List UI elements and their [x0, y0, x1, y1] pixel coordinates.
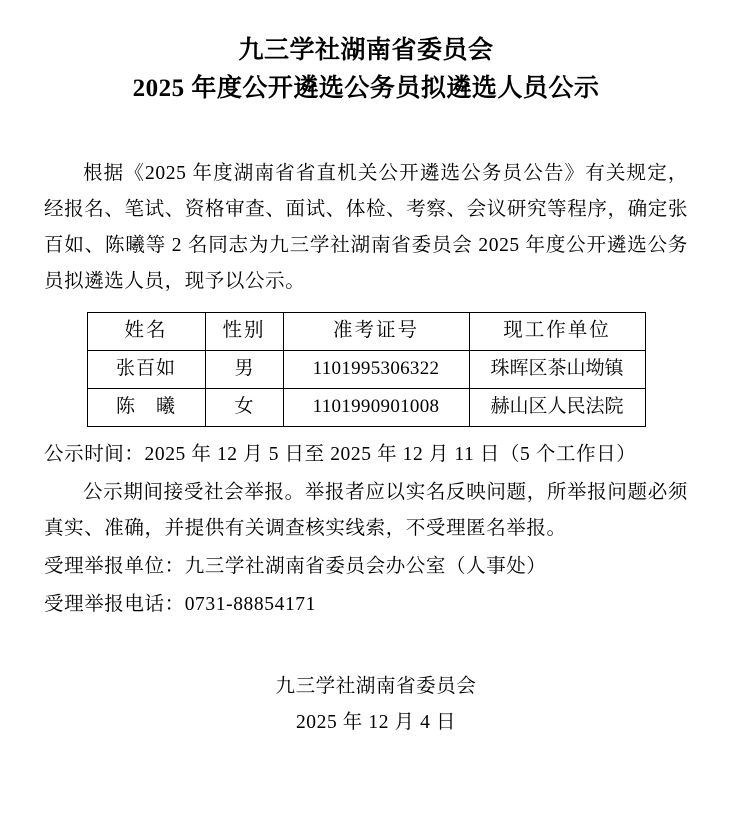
- title-line-1: 九三学社湖南省委员会: [238, 37, 494, 64]
- signature-organization: 九三学社湖南省委员会: [275, 676, 477, 697]
- cell-gender: 男: [205, 351, 283, 389]
- paragraph-intro: 根据《2025 年度湖南省省直机关公开遴选公务员公告》有关规定，经报名、笔试、资格审查、面试、体检、考察、会议研究等程序，确定张百如、陈曦等 2 名同志为九三学社湖南省委员会 2025 年度公开遴选公务员拟遴选人员，现予以公示。: [44, 163, 688, 292]
- candidates-table: [87, 312, 646, 427]
- column-header-unit: 现工作单位: [469, 313, 645, 351]
- column-header-name: 姓名: [87, 313, 205, 351]
- document-body: [44, 156, 688, 623]
- paragraph-publicity-period: 公示时间：2025 年 12 月 5 日至 2025 年 12 月 11 日（5 个工作日）: [44, 444, 637, 465]
- cell-name: 陈 曦: [87, 389, 205, 427]
- column-header-gender: 性别: [205, 313, 283, 351]
- title-line-2: 2025 年度公开遴选公务员拟遴选人员公示: [132, 75, 600, 102]
- table-row: [87, 389, 645, 427]
- paragraph-report-phone: 受理举报电话：0731-88854171: [44, 594, 316, 615]
- cell-name: 张百如: [87, 351, 205, 389]
- signature-block: [44, 669, 688, 741]
- table-header-row: [87, 313, 645, 351]
- cell-exam-id: 1101990901008: [283, 389, 469, 427]
- cell-unit: 珠晖区茶山坳镇: [469, 351, 645, 389]
- cell-unit: 赫山区人民法院: [469, 389, 645, 427]
- paragraph-report-notice: 公示期间接受社会举报。举报者应以实名反映问题，所举报问题必须真实、准确，并提供有关调查核实线索，不受理匿名举报。: [44, 482, 688, 539]
- cell-exam-id: 1101995306322: [283, 351, 469, 389]
- paragraph-report-unit: 受理举报单位：九三学社湖南省委员会办公室（人事处）: [44, 556, 547, 577]
- signature-date: 2025 年 12 月 4 日: [295, 712, 457, 733]
- page-title: [44, 0, 688, 108]
- column-header-exam-id: 准考证号: [283, 313, 469, 351]
- table-row: [87, 351, 645, 389]
- cell-gender: 女: [205, 389, 283, 427]
